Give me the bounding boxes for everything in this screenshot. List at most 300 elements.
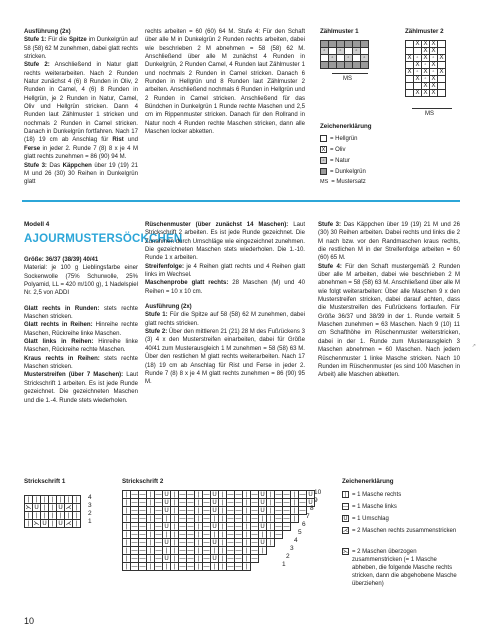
top-c1-b4: Rist <box>112 137 124 144</box>
ss2-cell: — <box>179 523 186 530</box>
legend-natur <box>320 157 350 164</box>
ss2-cell: | <box>195 531 203 539</box>
mid-column-1 <box>24 256 138 405</box>
mid-c2-t3: 28 Maschen (M) und 40 Reihen = 10 x 10 cm. <box>145 280 305 295</box>
legend-umschlag-sym: U <box>343 515 348 522</box>
ss2-cell: U <box>212 539 217 546</box>
ss2-cell: | <box>243 515 251 523</box>
ss2-cell: | <box>219 515 227 523</box>
legend-zusammen-label: = 2 Maschen rechts zusammenstricken <box>352 528 457 534</box>
ss2-cell: — <box>203 555 210 562</box>
legend-rechts-sym: | <box>342 491 349 498</box>
ss2-cell: — <box>203 523 210 530</box>
legend-umschlag-label: = 1 Umschlag <box>352 515 389 522</box>
ss2-cell: U <box>164 499 169 506</box>
ss2-cell: — <box>203 491 210 498</box>
ss2-cell: | <box>243 491 251 499</box>
ss2-cell: U <box>212 523 217 530</box>
ss2-cell: U <box>212 507 217 514</box>
ss2-cell: — <box>227 563 234 570</box>
mid-c1-b4: Kraus rechts in Reihen: <box>24 355 100 362</box>
ss2-cell: — <box>187 523 194 530</box>
ss2-cell: | <box>147 491 155 499</box>
ss2-cell: — <box>299 507 306 514</box>
ss2-cell: | <box>195 563 203 571</box>
mid-c2-b3: Maschenprobe glatt rechts: <box>145 280 229 287</box>
ss2-cell: U <box>212 491 217 498</box>
ss2-cell: | <box>123 515 131 523</box>
zm1-title: Zählmuster 1 <box>320 28 359 35</box>
mid-c2-b1: Rüschenmuster (über zunächst 14 Maschen): <box>145 222 289 228</box>
ss2-cell: — <box>187 539 194 546</box>
legend-oliv-swatch: X <box>321 146 326 153</box>
legend-ms-label: = Mustersatz <box>331 179 366 185</box>
ss2-cell: | <box>147 539 155 547</box>
ss2-cell: | <box>123 507 131 515</box>
ss2-cell: — <box>235 555 242 562</box>
ss2-cell: | <box>219 555 227 563</box>
ss2-cell: U <box>164 555 169 562</box>
section-divider <box>22 200 460 202</box>
zm2-title: Zählmuster 2 <box>405 28 444 35</box>
ss2-cell: — <box>155 539 162 546</box>
ss2-cell: — <box>227 515 234 522</box>
mid-c1-b2: Glatt rechts in Reihen: <box>24 322 93 329</box>
mid-c1-t5: Laut Strickschrift 1 arbeiten. Es ist jede Runde gezeichnet. Die gezeichneten Maschen und die 1.-4. Runde stets wiederholen. <box>24 372 138 404</box>
ss2-cell: | <box>219 539 227 547</box>
top-c1-b1: Stufe 1: <box>24 37 47 44</box>
ss2-cell: — <box>299 491 306 498</box>
ss2-cell: — <box>131 491 138 498</box>
ss2-cell: — <box>283 523 290 530</box>
ss2-cell: U <box>164 539 169 546</box>
ss2-cell: | <box>259 515 267 523</box>
ss2-cell: | <box>195 515 203 523</box>
ss1-row-3: 3 <box>88 502 92 509</box>
mid-c2-t5: Für die Spitze auf 58 (58) 62 M zunehmen, dabei glatt rechts stricken. <box>145 312 305 327</box>
top-c1-b2: Spitze <box>68 37 87 44</box>
ss2-row-5: 5 <box>298 529 302 536</box>
ss2-cell: | <box>291 515 299 523</box>
ss2-cell: — <box>187 499 194 506</box>
ss2-cell: | <box>219 523 227 531</box>
ss2-cell: | <box>195 491 203 499</box>
zm2-ms-bracket <box>412 108 452 109</box>
ss2-cell: — <box>155 499 162 506</box>
mid-c1-t3: Hinreihe linke Maschen, Rückreihe rechte Maschen. <box>24 339 138 354</box>
mid-c2-b6: Stufe 2: <box>145 329 168 336</box>
legend-ueberzogen-label: = 2 Maschen überzogen zusammenstricken (= 1 Masche abheben, die folgende Masche rechts stricken, dann die abgehobene Masche überziehen) <box>352 549 457 587</box>
ss2-cell: — <box>187 555 194 562</box>
ss2-cell: | <box>147 531 155 539</box>
ss2-cell: | <box>243 523 251 531</box>
ss2-cell: | <box>147 523 155 531</box>
modell-title: AJOURMUSTERSÖCKCHEN <box>24 233 183 245</box>
ss1-grid: | | | | | | | ⋋ U | | U ⋌ | | | | | | | | | ⋋ U | U ⋌ | <box>24 495 81 528</box>
ss2-cell: | <box>147 547 155 555</box>
ss2-cell: — <box>179 547 186 554</box>
ss2-cell: — <box>227 539 234 546</box>
ss2-cell: — <box>275 531 282 538</box>
ss2-cell: — <box>251 539 258 546</box>
legend-oliv <box>320 146 346 153</box>
top-c1-t3: Anschließend in Natur glatt rechts weiterarbeiten. Nach 2 Runden Natur zunächst 4 (6) 8 Runden in Oliv, 2 Runden in Camel, 4 (6) 8 Runden in Hellgrün, je 2 Runden in Natur, Camel, Oliv und Hellgrün stricken. Dann 4 Runden laut Zählmuster 1 stricken und nochmals 2 Runden in Camel stricken. Danach in Dunkelgrün fortfahren. Nach 17 (18) 19 cm ab Anschlag für <box>24 62 138 144</box>
ss2-cell: — <box>155 507 162 514</box>
ss2-cell: — <box>155 555 162 562</box>
top-column-1 <box>24 28 138 187</box>
ss2-cell: U <box>212 555 217 562</box>
top-c1-t5: in jeder 2. Runde 7 (8) 8 x je 4 M glatt rechts zunehmen = 86 (90) 94 M. <box>24 145 138 161</box>
ss2-cell: — <box>139 523 146 530</box>
top-c1-b7: Käppchen <box>62 162 92 169</box>
ss2-cell: — <box>283 491 290 498</box>
ss2-cell: | <box>147 555 155 563</box>
material: Material: je 100 g Lieblingsfarbe einer Sockenwolle (75% Schurwolle, 25% Polyamid, LL = 420 m/100 g), 1 Nadelspiel Nr. 2,5 von ADDI <box>24 265 138 297</box>
zm1-grid: ◦ ◦ ◦ ◦ ◦ ◦ <box>320 40 369 69</box>
ss2-cell: — <box>155 531 162 538</box>
ss2-cell: | <box>267 491 275 499</box>
ss2-cell: — <box>187 563 194 570</box>
ss2-cell: — <box>227 491 234 498</box>
legend-zusammen <box>342 527 462 535</box>
ss2-cell: — <box>139 547 146 554</box>
ss2-cell: | <box>147 515 155 523</box>
mid-c1-t1: stets rechte Maschen stricken. <box>24 305 139 321</box>
ss2-cell: — <box>139 507 146 514</box>
mid-c3-b1: Stufe 3: <box>318 222 342 228</box>
ss2-cell: — <box>131 499 138 506</box>
ss2-cell: — <box>187 515 194 522</box>
mid-c2-b2: Streifenfolge: <box>145 263 184 270</box>
ss2-cell: | <box>123 547 131 555</box>
mid-c2-b4: Ausführung (2x) <box>145 304 192 311</box>
ss2-cell: — <box>235 547 242 554</box>
ss2-cell: — <box>251 507 258 514</box>
ss2-cell: | <box>243 563 251 571</box>
ss2-row-1: 1 <box>282 561 286 568</box>
ss2-row-10: 10 <box>314 489 322 496</box>
mid-c3-t1: Das Käppchen über 19 (19) 21 M und 26 (30) 30 Reihen arbeiten. Dabei rechts und links die 2 M nach bzw. vor den Randmaschen kraus rechts, die restlichen M in der Streifenfolge arbeiten = 60 (60) 65 M. <box>318 222 460 262</box>
legend-zusammen-sym: ⋌ <box>342 527 349 534</box>
ss2-cell: — <box>203 539 210 546</box>
ss2-cell: — <box>131 523 138 530</box>
ss2-cell: — <box>235 531 242 538</box>
ss2-cell: | <box>123 555 131 563</box>
ss2-cell: — <box>275 523 282 530</box>
legend-rechts-label: = 1 Masche rechts <box>352 491 402 498</box>
mid-c2-b5: Stufe 1: <box>145 312 168 319</box>
ss2-cell: — <box>179 555 186 562</box>
top-c1-b0: Ausführung (2x) <box>24 29 71 35</box>
ss2-cell: — <box>227 531 234 538</box>
ss2-cell: — <box>203 547 210 554</box>
legend-dunkelgruen <box>320 168 366 175</box>
top-c1-t7: über 19 (19) 21 M und 26 (30) 30 Reihen in Dunkelgrün glatt <box>24 162 138 186</box>
legend-links <box>342 503 397 510</box>
ss2-cell: — <box>203 515 210 522</box>
ss2-cell: | <box>259 531 267 539</box>
ss2-cell: | <box>219 547 227 555</box>
ss2-cell: | <box>243 539 251 547</box>
ss2-cell: — <box>275 491 282 498</box>
ss2-cell: | <box>123 491 131 499</box>
ss2-cell: — <box>179 531 186 538</box>
ss2-cell: | <box>171 547 179 555</box>
ss2-cell: — <box>203 563 210 570</box>
legend-links-label: = 1 Masche links <box>352 503 397 510</box>
ss2-cell: — <box>139 555 146 562</box>
ss2-cell: — <box>235 507 242 514</box>
top-column-2 <box>145 28 305 136</box>
ss2-cell: | <box>123 523 131 531</box>
modell-number: Modell 4 <box>24 221 50 228</box>
ss2-cell: — <box>155 491 162 498</box>
ss2-cell: | <box>211 515 219 523</box>
ss2-cell: — <box>131 507 138 514</box>
ss2-cell: — <box>139 499 146 506</box>
ss2-cell: — <box>275 507 282 514</box>
ss2-cell: — <box>251 515 258 522</box>
ss2-cell: | <box>219 491 227 499</box>
ss2-row-7: 7 <box>306 513 310 520</box>
top-c1-t2: im Dunkelgrün auf 58 (58) 62 M zunehmen, dabei glatt rechts stricken. <box>24 37 138 61</box>
ss2-cell: — <box>139 531 146 538</box>
ss2-cell: | <box>123 539 131 547</box>
ss2-cell: — <box>299 499 306 506</box>
margin-mark: ↗ <box>471 343 476 349</box>
ss2-row-2: 2 <box>286 553 290 560</box>
ss2-cell: | <box>171 523 179 531</box>
mid-c2-t2: je 4 Reihen glatt rechts und 4 Reihen glatt links im Wechsel. <box>145 263 305 279</box>
ss2-cell: — <box>283 499 290 506</box>
ss2-cell: — <box>203 531 210 538</box>
ss2-cell: — <box>235 499 242 506</box>
ss2-cell: — <box>251 499 258 506</box>
legend-hellgruen-label: = Hellgrün <box>330 135 358 142</box>
mid-c3-b2: Stufe 4: <box>318 263 342 270</box>
ss2-cell: | <box>195 539 203 547</box>
ss2-cell: | <box>291 499 299 507</box>
zm2-grid: X X X X X X ◦ X ◦ X X ◦ X X ◦ X ◦ X X ◦ X X X X X X <box>407 41 444 96</box>
ss2-cell: | <box>267 499 275 507</box>
ss2-cell: — <box>139 563 146 570</box>
ss2-cell: | <box>211 547 219 555</box>
ss2-cell: — <box>155 547 162 554</box>
mid-c2-t1: Laut Strickschrift 2 arbeiten. Es ist jede Runde gezeichnet. Die Zunahmen durch Umschläge wie eingezeichnet zunehmen. Die gezeichneten Maschen stets wiederholen. Die 1.-10. Runde 1 x arbeiten. <box>145 222 305 262</box>
ss2-cell: | <box>147 563 155 571</box>
ss2-cell: U <box>260 523 265 530</box>
ss1-row-1: 1 <box>88 518 92 525</box>
groesse: Größe: 36/37 (38/39) 40/41 <box>24 257 99 263</box>
top-c1-b6: Stufe 3: <box>24 162 47 169</box>
legend-hellgruen-swatch <box>320 135 327 142</box>
zm1-ms-bracket <box>332 73 368 74</box>
legend-ms <box>320 179 366 185</box>
ss2-cell: — <box>235 523 242 530</box>
ss2-cell: | <box>171 563 179 571</box>
ss2-cell: | <box>163 563 171 571</box>
ss2-cell: U <box>260 499 265 506</box>
ss2-cell: — <box>187 507 194 514</box>
ss2-cell: — <box>187 547 194 554</box>
ss2-cell: — <box>235 539 242 546</box>
legend-rechts <box>342 491 401 498</box>
ss2-cell: — <box>139 515 146 522</box>
ss2-row-3: 3 <box>290 545 294 552</box>
ss2-cell: | <box>267 539 275 547</box>
ss2-cell: | <box>171 555 179 563</box>
ss2-cell: — <box>251 531 258 538</box>
bottom-legend-title: Zeichenerklärung <box>342 478 394 485</box>
page-number: 10 <box>24 616 35 626</box>
top-c1-b3: Stufe 2: <box>24 62 50 69</box>
mid-c1-t2: Hinreihe rechte Maschen, Rückreihe linke Maschen. <box>24 322 138 337</box>
ss2-cell: — <box>179 507 186 514</box>
ss2-cell: — <box>251 491 258 498</box>
legend-dunkelgruen-label: = Dunkelgrün <box>330 168 366 175</box>
ss2-cell: — <box>131 555 138 562</box>
ss2-cell: — <box>251 523 258 530</box>
mid-column-2 <box>145 221 305 387</box>
ss2-cell: | <box>219 507 227 515</box>
ss2-title: Strickschrift 2 <box>122 478 164 485</box>
ss2-cell: | <box>171 515 179 523</box>
ss2-cell: | <box>267 507 275 515</box>
ss2-cell: | <box>171 507 179 515</box>
ss2-cell: | <box>211 563 219 571</box>
ss2-cell: — <box>251 547 258 554</box>
ss2-cell: U <box>260 507 265 514</box>
ss2-cell: | <box>243 499 251 507</box>
ss2-cell: | <box>195 547 203 555</box>
ss2-cell: | <box>163 547 171 555</box>
ss2-cell: | <box>243 531 251 539</box>
ss2-cell: | <box>267 523 275 531</box>
ss2-cell: — <box>227 555 234 562</box>
mid-c1-b5: Musterstreifen (über 7 Maschen): <box>24 372 124 379</box>
legend-natur-swatch: ◦ <box>320 157 327 164</box>
mid-c1-b1: Glatt rechts in Runden: <box>24 305 100 312</box>
ss2-cell: — <box>235 491 242 498</box>
ss2-cell: — <box>139 491 146 498</box>
ss2-cell: — <box>179 515 186 522</box>
ss2-cell: — <box>155 563 162 570</box>
legend-umschlag <box>342 515 389 522</box>
ss2-cell: | <box>211 531 219 539</box>
ss2-cell: — <box>235 515 242 522</box>
ss2-cell: — <box>227 547 234 554</box>
ss2-cell: — <box>283 515 290 522</box>
ss2-cell: | <box>195 507 203 515</box>
ss2-cell: — <box>187 491 194 498</box>
ss2-cell: — <box>155 523 162 530</box>
legend-natur-label: = Natur <box>330 157 350 164</box>
ss2-cell: — <box>155 515 162 522</box>
ss2-cell: U <box>308 499 313 506</box>
ss2-row-9: 9 <box>314 497 318 504</box>
ss2-cell: — <box>227 523 234 530</box>
ss2-cell: — <box>139 539 146 546</box>
legend-ueberzogen-sym: ⋋ <box>342 548 349 555</box>
ss2-cell: U <box>164 523 169 530</box>
ss2-cell: — <box>131 515 138 522</box>
ss2-row-4: 4 <box>294 537 298 544</box>
ss2-row-8: 8 <box>310 505 314 512</box>
ss2-cell: — <box>179 499 186 506</box>
ss2-cell: — <box>131 539 138 546</box>
ss2-cell: — <box>131 531 138 538</box>
ss2-cell: U <box>308 491 313 498</box>
top-c1-t4: und <box>123 137 138 144</box>
ss2-cell: U <box>260 539 265 546</box>
legend-links-sym: — <box>342 503 349 510</box>
ss2-cell: — <box>203 499 210 506</box>
ss2-cell: | <box>123 563 131 571</box>
mid-c1-t4: stets rechte Maschen stricken. <box>24 355 138 371</box>
ss2-cell: | <box>147 499 155 507</box>
ss2-cell: | <box>171 491 179 499</box>
zm2-ms-label: MS <box>425 111 434 117</box>
ss2-cell: — <box>179 563 186 570</box>
ss2-cell: — <box>179 539 186 546</box>
legend-ms-sym: MS <box>320 179 329 185</box>
ss2-cell: | <box>195 499 203 507</box>
ss2-cell: | <box>291 507 299 515</box>
legend-oliv-label: = Oliv <box>330 146 346 153</box>
ss2-cell: | <box>163 531 171 539</box>
ss2-cell: — <box>227 499 234 506</box>
ss2-cell: U <box>164 507 169 514</box>
ss2-cell: | <box>267 515 275 523</box>
ss2-cell: — <box>131 563 138 570</box>
ss2-cell: | <box>243 555 251 563</box>
mid-c2-t6: Über den mittleren 21 (21) 28 M des Fußrückens 3 (3) 4 x den Musterstreifen einarbeiten, dabei für Größe 40/41 zum Musterausgleich 1 M zunehmen = 58 (58) 63 M. Über den restlichen M glatt rechts weiterarbeiten. Nach 17 (18) 19 cm ab Anschlag für Rist und Ferse in jeder 2. Runde 7 (8) 8 x je 4 M glatt rechts zunehmen = 86 (90) 95 M. <box>145 329 305 386</box>
top-c1-t1: Für die <box>46 37 69 44</box>
ss2-cell: | <box>171 499 179 507</box>
ss1-row-2: 2 <box>88 510 92 517</box>
ss2-cell: | <box>219 563 227 571</box>
legend-hellgruen <box>320 135 358 142</box>
ss2-cell: U <box>212 499 217 506</box>
ss2-cell: — <box>227 507 234 514</box>
ss2-cell: | <box>123 499 131 507</box>
mid-c3-t2: Für den Schaft mustergemäß 2 Runden über alle M arbeiten, dabei wie beschrieben 2 M abnehmen = 58 (58) 63 M. Anschließend über alle M wie folgt weiterarbeiten: Über alle Maschen 9 x den Musterstreifen stricken, dabei darauf achten, dass die Musterstreifen des Fußrückens fortlaufen. Für Größe 36/37 und 38/39 in der 1. Runde verteilt 5 Maschen zunehmen = 63 Maschen. Nach 9 (10) 11 cm Schafthöhe im Rüschenmuster weiterstricken, dabei in der 1. Runde zum Musterausgleich 3 Maschen abnehmen = 60 Maschen. Nach jedem Rüschenmuster 1 linke Masche stricken. Nach 10 Runden im Rüschenmuster (es sind 100 Maschen in Arbeit) alle Maschen abketten. <box>318 263 460 379</box>
ss2-cell: | <box>195 523 203 531</box>
ss2-cell: | <box>147 507 155 515</box>
mid-column-3 <box>318 221 460 380</box>
ss2-cell: — <box>275 515 282 522</box>
ss2-cell: | <box>171 539 179 547</box>
top-c1-b5: Ferse <box>24 145 41 152</box>
ss2-cell: | <box>259 547 267 555</box>
mid-c1-b3: Glatt links in Reihen: <box>24 339 94 346</box>
top-c1-t6: Das <box>46 162 63 169</box>
ss2-cell: — <box>203 507 210 514</box>
ss2-cell: | <box>243 507 251 515</box>
ss2-cell: U <box>260 491 265 498</box>
ss2-cell: — <box>179 491 186 498</box>
ss2-cell: | <box>171 531 179 539</box>
ss2-cell: | <box>219 499 227 507</box>
ss2-cell: — <box>131 547 138 554</box>
top-c2-text: rechts arbeiten = 60 (60) 64 M. Stufe 4: Für den Schaft über alle M in Dunkelgrün 2 Runden rechts arbeiten, dabei wie beschrieben 2 M abnehmen = 58 (58) 62 M. Anschließend über alle M zunächst 4 Runden in Dunkelgrün, 2 Runden Camel, 4 Runden laut Zählmuster 1 und nochmals 2 Runden in Camel stricken. Danach 6 Runden in Hellgrün und 8 Runden laut Zählmuster 2 arbeiten. Anschließend nochmals 6 Runden in Hellgrün und 2 Runden in Camel stricken. Anschließend für das Bündchen in Dunkelgrün 1 Runde rechte Maschen und 2,5 cm im Rippenmuster stricken. Danach für den Rollrand in Natur noch 4 Runden rechte Maschen stricken, dann alle Maschen locker abketten. <box>145 29 305 136</box>
legend-ueberzogen <box>342 548 462 588</box>
ss2-cell: | <box>219 531 227 539</box>
ss2-cell: | <box>123 531 131 539</box>
ss2-cell: | <box>195 555 203 563</box>
ss2-cell: — <box>275 499 282 506</box>
ss2-row-6: 6 <box>302 521 306 528</box>
